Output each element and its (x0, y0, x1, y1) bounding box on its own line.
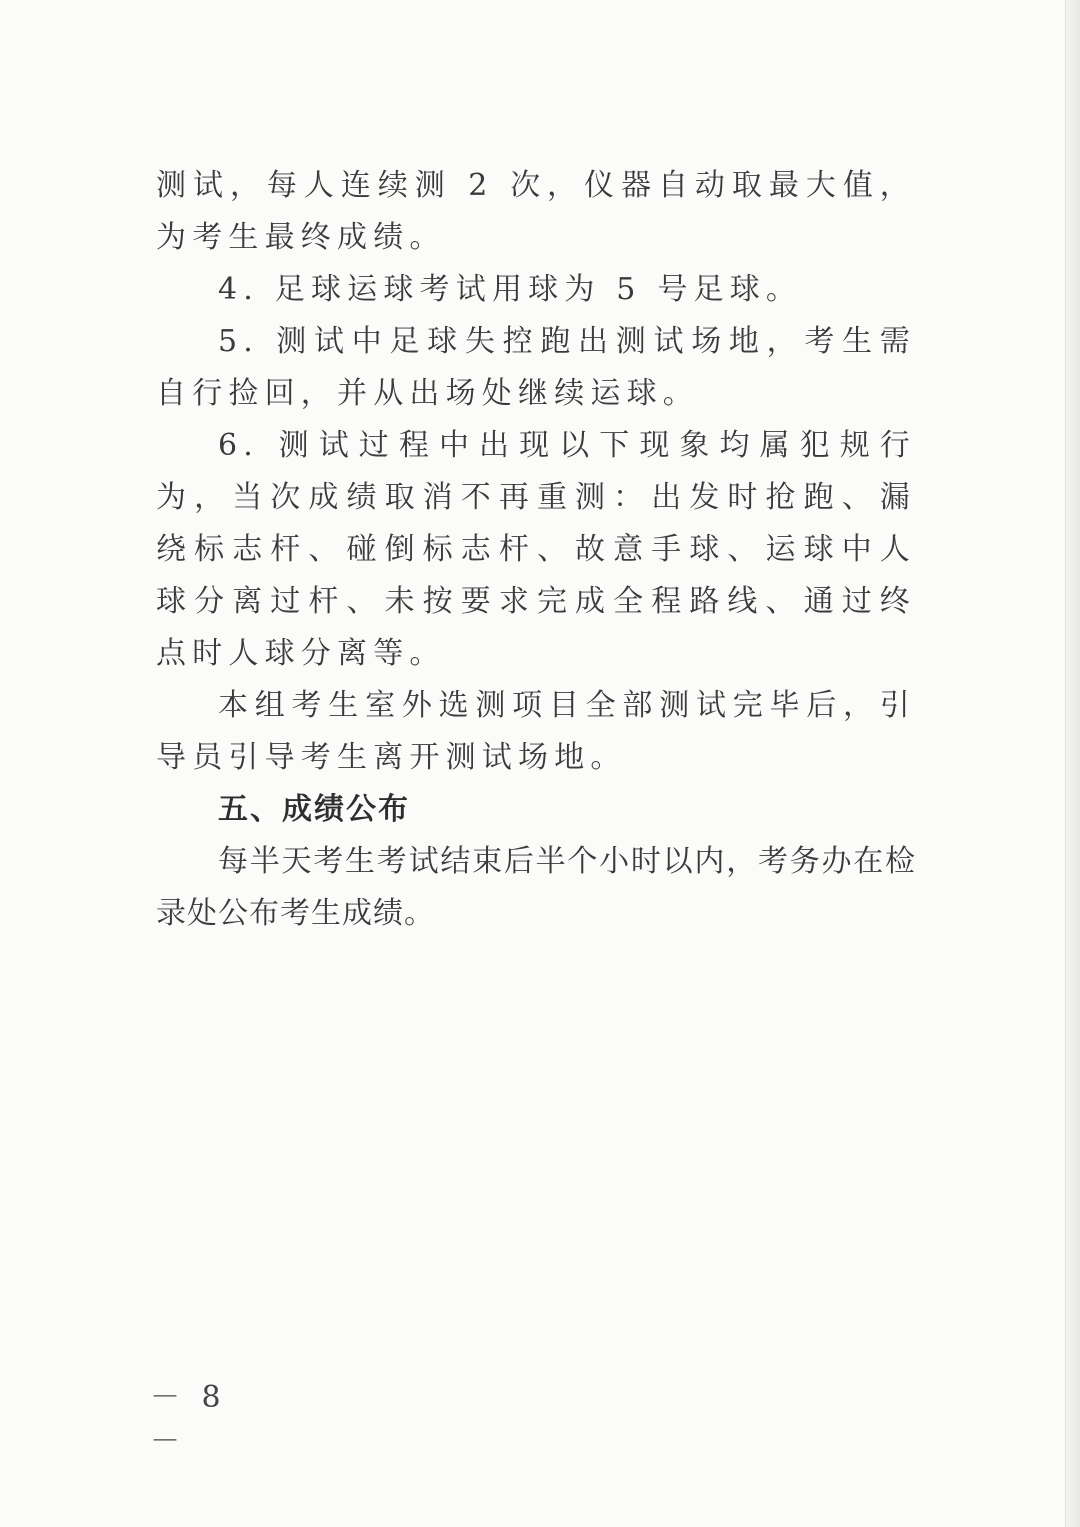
paragraph-test-attempts: 测试，每人连续测 2 次，仪器自动取最大值，为考生最终成绩。 (156, 168, 916, 255)
paragraph-ball-size: 4. 足球运球考试用球为 5 号足球。 (218, 272, 803, 307)
document-body (156, 160, 916, 940)
section-heading-results: 五、成绩公布 (218, 792, 410, 827)
paragraph-ball-out-of-bounds: 5. 测试中足球失控跑出测试场地，考生需自行捡回，并从出场处继续运球。 (156, 324, 916, 411)
paragraph-fouls: 6. 测试过程中出现以下现象均属犯规行为，当次成绩取消不再重测：出发时抢跑、漏绕标志杆、碰倒标志杆、故意手球、运球中人球分离过杆、未按要求完成全程路线、通过终点时人球分离等。 (156, 428, 916, 671)
page-number: － 8 － (150, 1380, 227, 1459)
paragraph-results-announcement: 每半天考生考试结束后半个小时以内，考务办在检录处公布考生成绩。 (156, 844, 916, 931)
page-edge-shadow (1065, 0, 1080, 1527)
paragraph-leave-field: 本组考生室外选测项目全部测试完毕后，引导员引导考生离开测试场地。 (156, 688, 916, 775)
